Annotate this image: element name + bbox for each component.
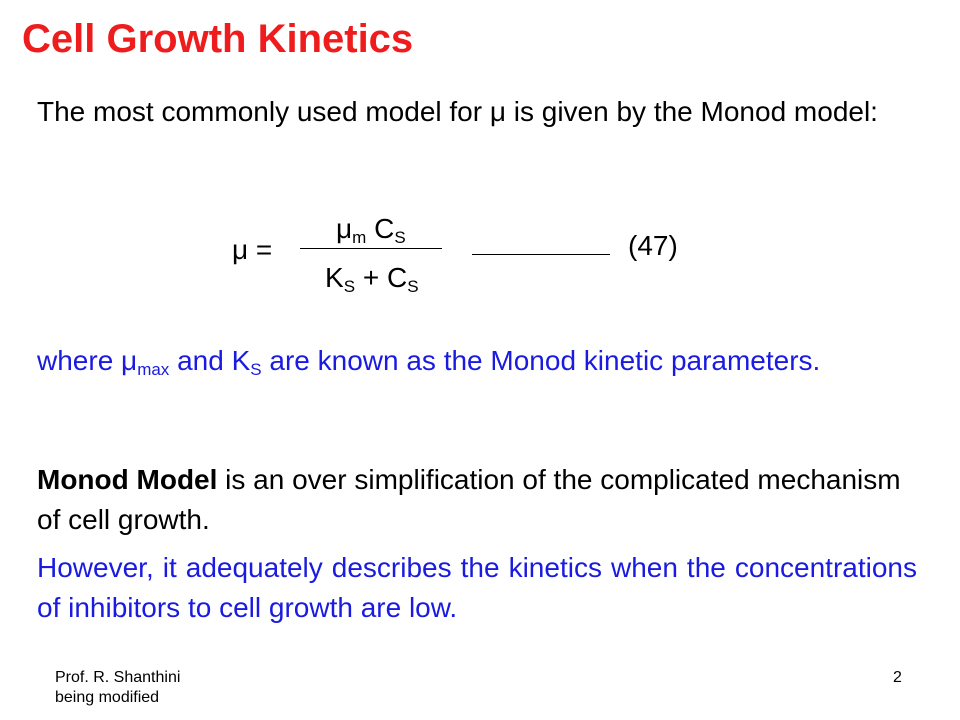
equation-denominator bbox=[325, 262, 419, 294]
monod-model-rest: is an over simplification of the complicated mechanism of cell growth. bbox=[37, 464, 901, 535]
however-paragraph bbox=[37, 548, 917, 628]
denominator-c-subscript: S bbox=[407, 277, 419, 296]
numerator-mu: μ bbox=[336, 213, 353, 244]
denominator-k-subscript: S bbox=[343, 277, 356, 296]
mu-max-subscript: max bbox=[137, 360, 170, 379]
equation-number: (47) bbox=[628, 230, 678, 261]
intro-paragraph: The most commonly used model for μ is given by the Monod model: bbox=[37, 96, 878, 127]
denominator-plus: + bbox=[362, 262, 380, 293]
ks-subscript: S bbox=[250, 360, 262, 379]
equation-leader-line bbox=[472, 254, 610, 255]
page-number: 2 bbox=[893, 669, 902, 686]
equation-numerator bbox=[336, 213, 406, 245]
monod-model-paragraph bbox=[37, 460, 917, 540]
footer-author bbox=[55, 668, 180, 708]
where-mid: and K bbox=[169, 345, 251, 376]
footer-author-line2: being modified bbox=[55, 689, 160, 706]
equation-lhs: μ = bbox=[232, 234, 273, 265]
fraction-bar bbox=[300, 248, 442, 249]
monod-parameters-note bbox=[37, 341, 820, 381]
denominator-k: K bbox=[325, 262, 344, 293]
numerator-c-subscript: S bbox=[394, 228, 406, 247]
denominator-c: C bbox=[386, 262, 408, 293]
numerator-c: C bbox=[374, 213, 395, 244]
numerator-mu-subscript: m bbox=[352, 228, 367, 247]
where-suffix: are known as the Monod kinetic parameters. bbox=[261, 345, 821, 376]
slide-title: Cell Growth Kinetics bbox=[22, 17, 414, 61]
however-text: However, it adequately describes the kinetics when the concentrations of inhibitors to cell growth are low. bbox=[37, 552, 917, 623]
where-prefix: where μ bbox=[37, 345, 138, 376]
footer-author-line1: Prof. R. Shanthini bbox=[55, 669, 181, 686]
monod-model-bold: Monod Model bbox=[37, 464, 218, 495]
